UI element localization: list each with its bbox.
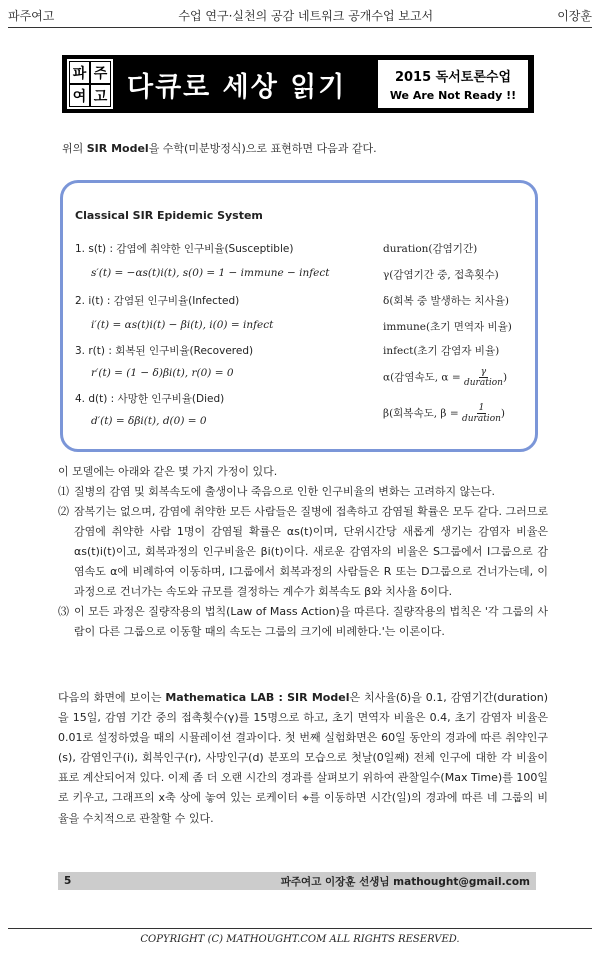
beta-close: ) xyxy=(500,407,506,420)
logo-char: 고 xyxy=(90,84,111,107)
assumption-number: ⑵ xyxy=(58,505,69,518)
header-rule xyxy=(8,27,592,28)
equation-line: r′(t) = (1 − δ)βi(t), r(0) = 0 xyxy=(91,367,234,379)
page-header xyxy=(8,4,592,26)
closing-text: 은 치사율(δ)을 0.1, 감염기간(duration)을 15일, 감염 기간 중의 접촉횟수(γ)를 15명으로 하고, 초기 면역자 비율은 0.4, 초기 감염자 비율은 0.01로 설정하였을 때의 시뮬레이션 결과이다. 첫 번째 실험화면은 60일 동안의 경과에 따른 취약인구(s), 감염인구(i), 회복인구(r), 사망인구(d) 분포의 모습으로 첫날(0일째) 전체 인구에 대한 각 비율이 표로 계산되어져 있다. 이제 좀 더 오랜 시간의 경과를 살펴보기 위하여 관찰일수(Max Time)를 100일로 키우고, 그래프의 x축 상에 놓여 있는 로케이터 xyxy=(58,691,548,804)
logo-char: 여 xyxy=(69,84,90,107)
alpha-numerator: γ xyxy=(480,367,487,377)
beta-denominator: duration xyxy=(461,414,501,424)
banner-year: 2015 독서토론수업 xyxy=(394,70,512,85)
alpha-close: ) xyxy=(502,371,508,384)
page-number: 5 xyxy=(64,875,72,887)
school-logo xyxy=(67,59,113,109)
closing-bold: Mathematica LAB : SIR Model xyxy=(165,691,350,704)
beta-numerator: 1 xyxy=(478,403,485,413)
param-line: infect(초기 감염자 비율) xyxy=(383,345,500,357)
logo-char: 주 xyxy=(90,61,111,84)
banner-subtitle-box xyxy=(378,60,528,108)
closing-tail: 를 이동하면 시간(일)의 경과에 따른 네 그룹의 비율을 수치적으로 관찰할 수 있다. xyxy=(58,791,549,825)
beta-formula xyxy=(383,403,505,424)
banner-title: 다큐로 세상 읽기 xyxy=(127,71,347,103)
footer-author: 파주여고 이장훈 선생님 mathought@gmail.com xyxy=(280,875,530,888)
locator-icon: ⌖ xyxy=(302,791,310,806)
copyright: COPYRIGHT (C) MATHOUGHT.COM ALL RIGHTS RESERVED. xyxy=(140,934,460,945)
closing-pre: 다음의 화면에 보이는 xyxy=(58,691,166,704)
param-line: δ(회복 중 발생하는 치사율) xyxy=(383,295,509,307)
intro-suffix: 을 수학(미분방정식)으로 표현하면 다음과 같다. xyxy=(148,142,377,155)
equation-line: i′(t) = αs(t)i(t) − βi(t), i(0) = infect xyxy=(91,319,274,331)
param-line: immune(초기 면역자 비율) xyxy=(383,321,512,333)
equation-line: s′(t) = −αs(t)i(t), s(0) = 1 − immune − infect xyxy=(91,267,330,279)
assumption-number: ⑶ xyxy=(58,605,69,618)
header-author: 이장훈 xyxy=(557,8,592,23)
param-line: γ(감염기간 중, 접촉횟수) xyxy=(383,269,499,281)
assumption-text: 질병의 감염 및 회복속도에 출생이나 죽음으로 인한 인구비율의 변화는 고려하지 않는다. xyxy=(74,485,495,498)
closing-paragraph xyxy=(58,688,548,829)
beta-fraction xyxy=(462,403,501,424)
assumption-text: 이 모든 과정은 질량작용의 법칙(Law of Mass Action)을 따른다. 질량작용의 법칙은 '각 그룹의 사람이 다른 그룹으로 이동할 때의 속도는 그룹의 크기에 비례한다.'는 이론이다. xyxy=(74,605,548,638)
footer-bar xyxy=(58,872,536,890)
equation-line: 4. d(t) : 사망한 인구비율(Died) xyxy=(75,393,225,405)
equation-line: 1. s(t) : 감염에 취약한 인구비율(Susceptible) xyxy=(75,243,294,255)
equation-line: 2. i(t) : 감염된 인구비율(Infected) xyxy=(75,295,240,307)
logo-char: 파 xyxy=(69,61,90,84)
assumption-item xyxy=(58,602,548,642)
alpha-denominator: duration xyxy=(464,378,503,388)
alpha-label: α(감염속도, α = xyxy=(383,371,464,384)
equation-line: d′(t) = δβi(t), d(0) = 0 xyxy=(91,415,207,427)
alpha-fraction xyxy=(464,367,503,388)
header-school: 파주여고 xyxy=(8,8,55,23)
intro-prefix: 위의 xyxy=(62,142,87,155)
param-line: duration(감염기간) xyxy=(383,243,478,255)
assumption-item xyxy=(58,482,548,502)
assumption-text: 잠복기는 없으며, 감염에 취약한 모든 사람들은 질병에 접촉하고 감염될 확률은 모두 같다. 그러므로 감염에 취약한 사람 1명이 감염될 확률은 αs(t)이며, 단위시간당 새롭게 생기는 감염자 비율은 αs(t)i(t)이고, 회복과정의 인구비율은 βi(t)이다. 새로운 감염자의 비율은 S그룹에서 I그룹으로 감염속도 α에 비례하여 이동하며, I그룹에서 회복과정의 사람들은 R 또는 D그룹으로 건너가는데, 이 과정으로 건너가는 속도와 규모를 결정하는 계수가 회복속도 β와 치사율 δ이다. xyxy=(74,505,548,598)
model-title: Classical SIR Epidemic System xyxy=(75,209,263,222)
assumption-number: ⑴ xyxy=(58,485,69,498)
assumptions-section xyxy=(58,462,548,642)
alpha-formula xyxy=(383,367,507,388)
intro-model: SIR Model xyxy=(86,142,149,155)
equation-line: 3. r(t) : 회복된 인구비율(Recovered) xyxy=(75,345,254,357)
header-title: 수업 연구·실천의 공감 네트워크 공개수업 보고서 xyxy=(178,8,434,23)
assumptions-lead: 이 모델에는 아래와 같은 몇 가지 가정이 있다. xyxy=(58,465,278,478)
assumption-item xyxy=(58,502,548,602)
title-banner xyxy=(62,55,534,113)
sir-model-box xyxy=(60,180,538,452)
intro-line xyxy=(62,140,377,156)
footer-rule xyxy=(8,928,592,929)
banner-slogan: We Are Not Ready !! xyxy=(389,89,517,102)
beta-label: β(회복속도, β = xyxy=(383,407,462,420)
